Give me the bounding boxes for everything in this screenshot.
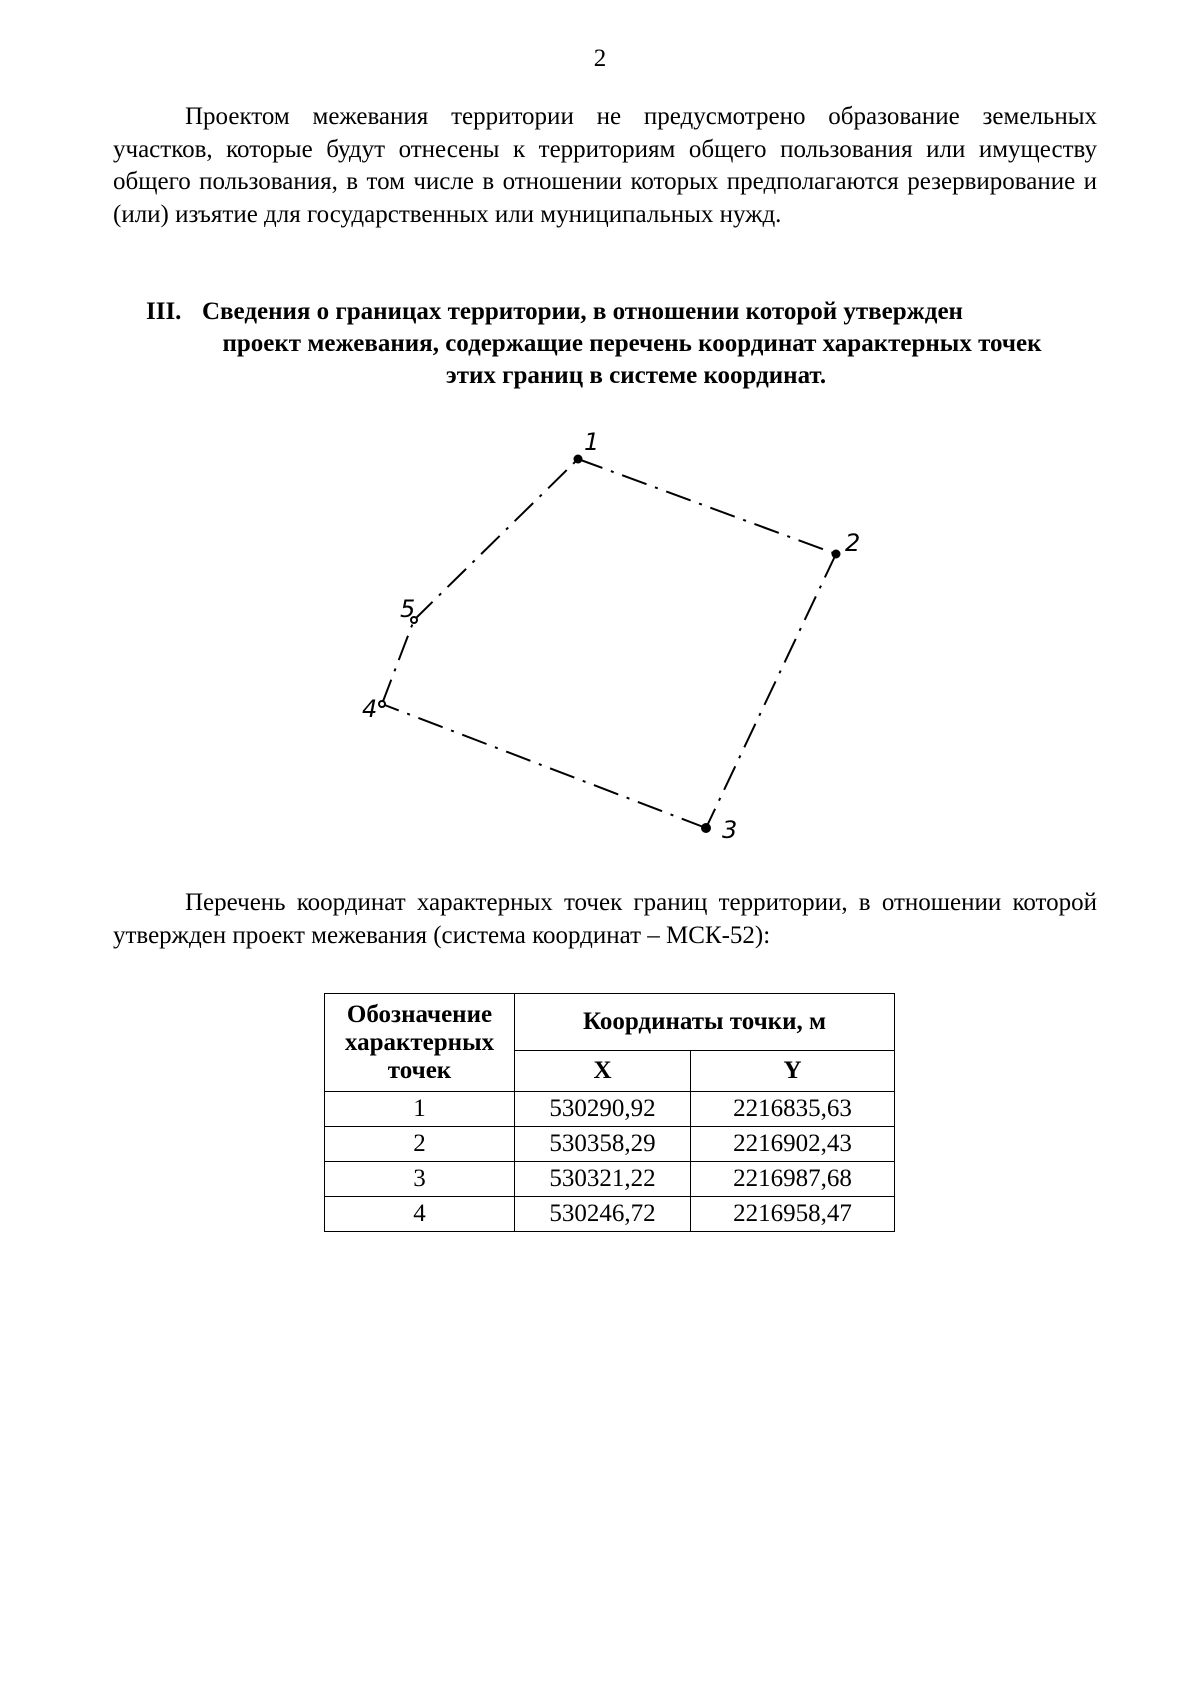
point-3-marker — [702, 824, 710, 832]
cell-x: 530358,29 — [515, 1127, 691, 1162]
point-4-marker — [379, 701, 385, 707]
point-1-label: 1 — [584, 428, 600, 456]
cell-y: 2216835,63 — [691, 1092, 895, 1127]
cell-x: 530321,22 — [515, 1162, 691, 1197]
header-y: Y — [691, 1051, 895, 1092]
section-title-part3: этих границ в системе координат. — [445, 362, 827, 389]
point-3-label: 3 — [722, 816, 738, 844]
boundary-segment-5-1 — [414, 459, 578, 620]
boundary-segment-1-2 — [578, 459, 836, 554]
section-title-part2: проект межевания, содержащие перечень координат характерных точек — [222, 330, 1042, 357]
cell-x: 530290,92 — [515, 1092, 691, 1127]
cell-point: 4 — [325, 1197, 515, 1232]
section-title-part1: Сведения о границах территории, в отношении которой утвержден — [202, 298, 963, 325]
table-row — [325, 1092, 895, 1127]
cell-point: 3 — [325, 1162, 515, 1197]
header-designation: Обозначение характерных точек — [325, 994, 515, 1092]
intro-paragraph: Проектом межевания территории не предусмотрено образование земельных участков, которые будут отнесены к территориям общего пользования или имуществу общего пользования, в том числе в отношении которых предполагаются резервирование и (или) изъятие для государственных или муниципальных нужд. — [113, 103, 1097, 228]
point-5-label: 5 — [400, 595, 416, 623]
point-4-label: 4 — [362, 695, 378, 723]
boundary-segment-2-3 — [706, 554, 836, 828]
table-row — [325, 1127, 895, 1162]
coordinates-intro-paragraph: Перечень координат характерных точек границ территории, в отношении которой утвержден проект межевания (система координат – МСК-52): — [113, 889, 1097, 949]
point-1-marker — [575, 456, 582, 463]
boundary-segment-3-4 — [382, 704, 706, 828]
coordinates-table — [324, 993, 895, 1232]
header-x: X — [515, 1051, 691, 1092]
point-2-marker — [833, 551, 840, 558]
header-coordinates: Координаты точки, м — [515, 994, 895, 1051]
cell-y: 2216902,43 — [691, 1127, 895, 1162]
table-header-row — [325, 994, 895, 1051]
point-2-label: 2 — [845, 529, 861, 557]
table-row — [325, 1197, 895, 1232]
cell-point: 2 — [325, 1127, 515, 1162]
cell-y: 2216958,47 — [691, 1197, 895, 1232]
section-number: III. — [146, 298, 182, 325]
page-number: 2 — [593, 45, 607, 72]
boundary-segment-4-5 — [382, 620, 414, 704]
cell-y: 2216987,68 — [691, 1162, 895, 1197]
cell-point: 1 — [325, 1092, 515, 1127]
table-row — [325, 1162, 895, 1197]
cell-x: 530246,72 — [515, 1197, 691, 1232]
